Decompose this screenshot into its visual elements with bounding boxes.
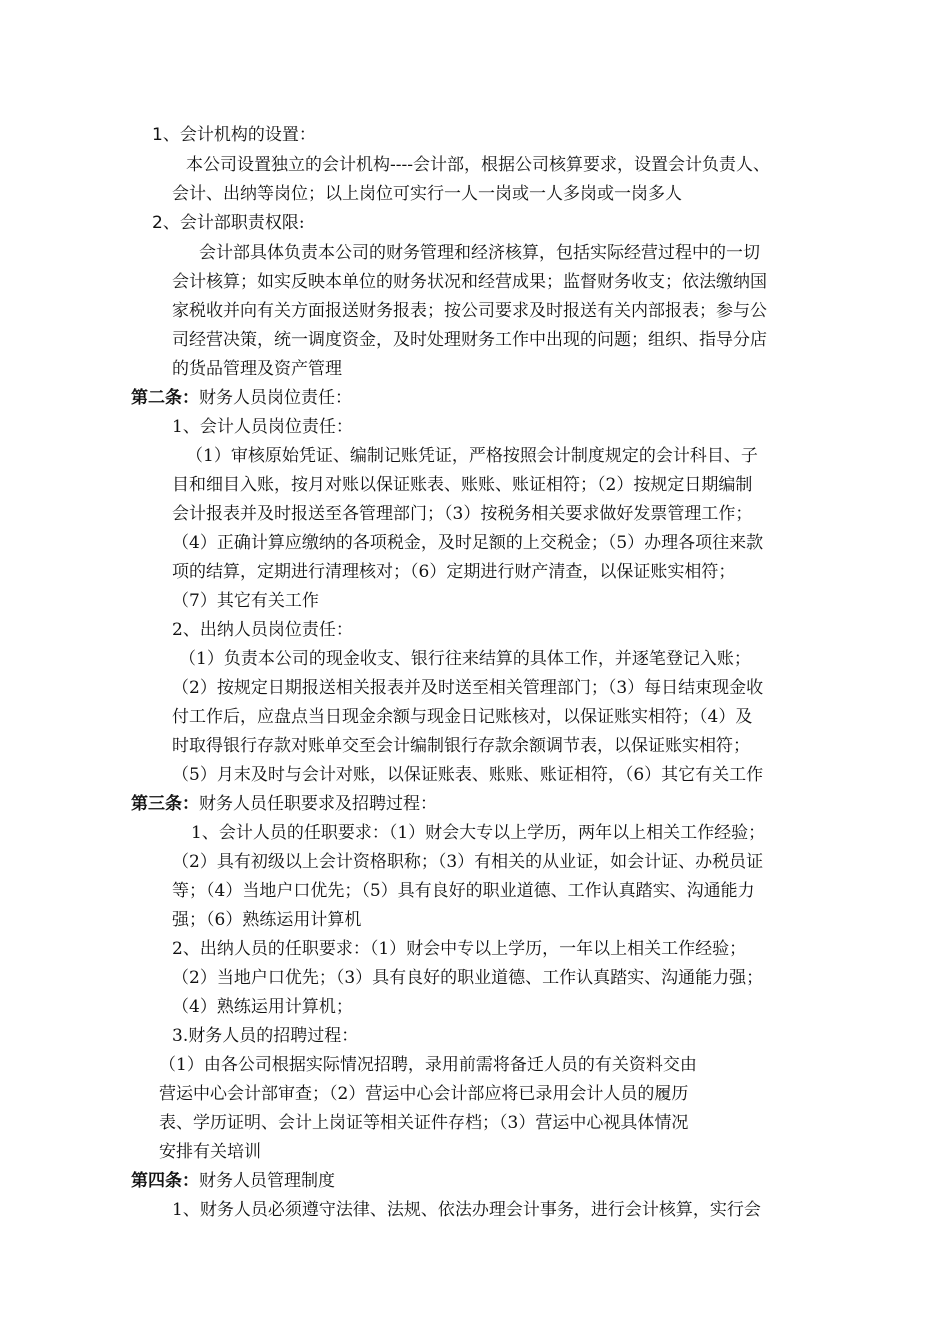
paragraph-line: （5）月末及时与会计对账，以保证账表、账账、账证相符，（6）其它有关工作: [172, 765, 764, 785]
paragraph-line: 家税收并向有关方面报送财务报表；按公司要求及时报送有关内部报表；参与公: [172, 301, 767, 321]
paragraph-line: （4）熟练运用计算机；: [172, 997, 353, 1017]
paragraph-line: 安排有关培训: [159, 1142, 261, 1162]
paragraph-line: 表、学历证明、会计上岗证等相关证件存档；（3）营运中心视具体情况: [159, 1113, 689, 1133]
paragraph-line: （2）具有初级以上会计资格职称；（3）有相关的从业证，如会计证、办税员证: [172, 852, 764, 872]
paragraph-line: （2）按规定日期报送相关报表并及时送至相关管理部门；（3）每日结束现金收: [172, 678, 764, 698]
paragraph-line: 1、会计人员的任职要求：（1）财会大专以上学历，两年以上相关工作经验；: [191, 823, 766, 843]
paragraph-line: 的货品管理及资产管理: [172, 359, 342, 379]
paragraph-line: 强；（6）熟练运用计算机: [172, 910, 362, 930]
article-heading-4: 第四条：财务人员管理制度: [131, 1171, 335, 1191]
paragraph-line: （1）审核原始凭证、编制记账凭证，严格按照会计制度规定的会计科目、子: [186, 446, 758, 466]
paragraph-line: （1）由各公司根据实际情况招聘，录用前需将备迁人员的有关资料交由: [159, 1055, 697, 1075]
section-heading-2: 2、会计部职责权限:: [152, 213, 305, 233]
article-heading-2: 第二条：财务人员岗位责任：: [131, 388, 352, 408]
paragraph-line: 司经营决策，统一调度资金，及时处理财务工作中出现的问题；组织、指导分店: [172, 330, 767, 350]
subsection-heading: 2、出纳人员岗位责任：: [172, 620, 353, 640]
paragraph-line: 会计报表并及时报送至各管理部门；（3）按税务相关要求做好发票管理工作；: [172, 504, 753, 524]
paragraph-line: 目和细目入账，按月对账以保证账表、账账、账证相符；（2）按规定日期编制: [172, 475, 753, 495]
paragraph-line: 2、出纳人员的任职要求：（1）财会中专以上学历，一年以上相关工作经验；: [172, 939, 747, 959]
paragraph-line: 会计部具体负责本公司的财务管理和经济核算，包括实际经营过程中的一切: [199, 243, 760, 263]
paragraph-line: 营运中心会计部审查；（2）营运中心会计部应将已录用会计人员的履历: [159, 1084, 689, 1104]
paragraph-line: （1）负责本公司的现金收支、银行往来结算的具体工作，并逐笔登记入账；: [179, 649, 751, 669]
paragraph-line: （2）当地户口优先；（3）具有良好的职业道德、工作认真踏实、沟通能力强；: [172, 968, 764, 988]
section-heading-1: 1、会计机构的设置：: [152, 125, 316, 145]
paragraph-line: 时取得银行存款对账单交至会计编制银行存款余额调节表，以保证账实相符；: [172, 736, 750, 756]
paragraph-line: （4）正确计算应缴纳的各项税金，及时足额的上交税金；（5）办理各项往来款: [172, 533, 764, 553]
subsection-heading: 3.财务人员的招聘过程：: [172, 1026, 359, 1046]
paragraph-line: 本公司设置独立的会计机构----会计部，根据公司核算要求，设置会计负责人、: [186, 155, 770, 175]
article-heading-3: 第三条：财务人员任职要求及招聘过程：: [131, 794, 437, 814]
paragraph-line: 1、财务人员必须遵守法律、法规、依法办理会计事务，进行会计核算，实行会: [172, 1200, 761, 1220]
paragraph-line: （7）其它有关工作: [172, 591, 319, 611]
paragraph-line: 等；（4）当地户口优先；（5）具有良好的职业道德、工作认真踏实、沟通能力: [172, 881, 755, 901]
paragraph-line: 项的结算，定期进行清理核对；（6）定期进行财产清查，以保证账实相符；: [172, 562, 736, 582]
paragraph-line: 会计、出纳等岗位；以上岗位可实行一人一岗或一人多岗或一岗多人: [172, 184, 682, 204]
subsection-heading: 1、会计人员岗位责任：: [172, 417, 353, 437]
paragraph-line: 付工作后，应盘点当日现金余额与现金日记账核对，以保证账实相符；（4）及: [172, 707, 753, 727]
paragraph-line: 会计核算；如实反映本单位的财务状况和经营成果；监督财务收支；依法缴纳国: [172, 272, 767, 292]
